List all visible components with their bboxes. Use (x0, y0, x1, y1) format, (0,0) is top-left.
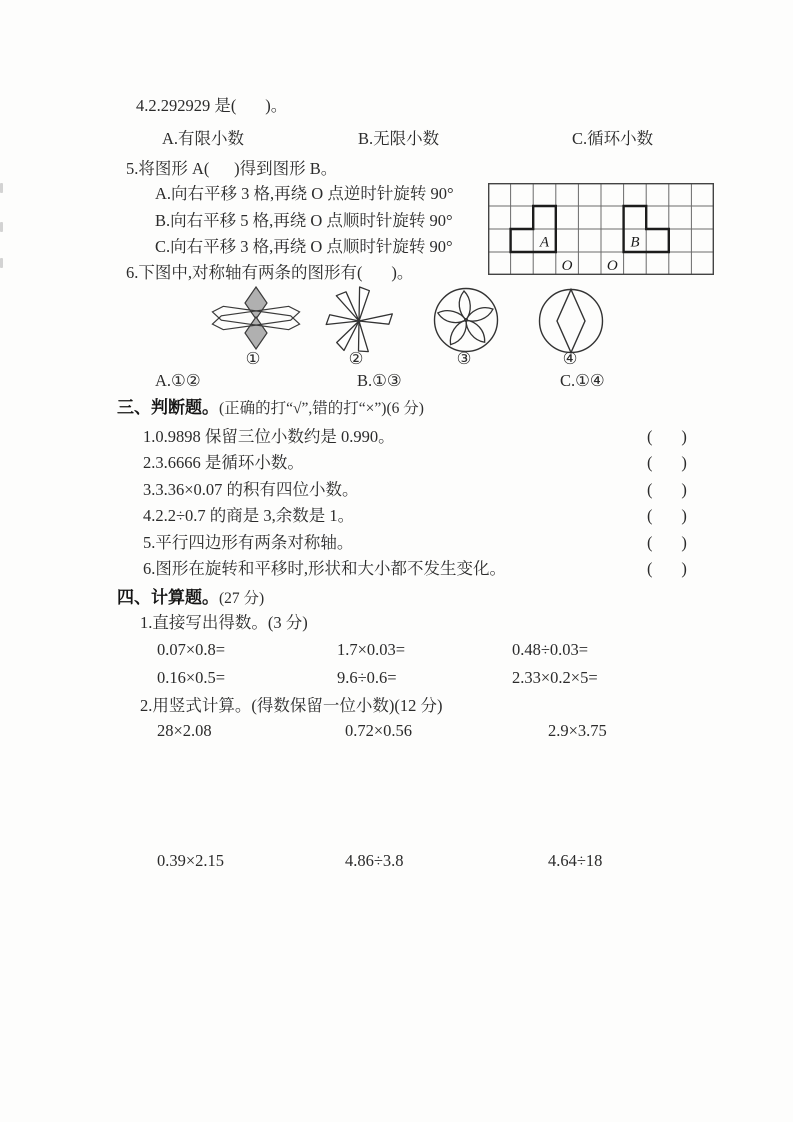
judgment-item-6: 6.图形在旋转和平移时,形状和大小都不发生变化。 (143, 559, 506, 578)
scan-artifact (0, 183, 3, 193)
vertical-calc-problem: 0.39×2.15 (157, 851, 225, 870)
q6-option-c: C.①④ (560, 371, 605, 390)
judgment-answer-blank: ( ) (647, 533, 687, 552)
oral-calc-problem: 1.7×0.03= (337, 640, 406, 659)
vertical-calc-title: 2.用竖式计算。(得数保留一位小数)(12 分) (140, 696, 443, 715)
oral-calc-problem: 0.07×0.8= (157, 640, 226, 659)
oral-calc-problem: 0.48÷0.03= (512, 640, 589, 659)
vertical-calc-problem: 2.9×3.75 (548, 721, 607, 740)
vertical-calc-problem: 4.64÷18 (548, 851, 603, 870)
oral-calc-title: 1.直接写出得数。(3 分) (140, 613, 308, 632)
section-3-header (117, 398, 424, 418)
q6-option-a: A.①② (155, 371, 201, 390)
symmetry-figure-3 (428, 286, 504, 354)
symmetry-figure-1 (210, 286, 302, 350)
q5-option-a: A.向右平移 3 格,再绕 O 点逆时针旋转 90° (155, 184, 454, 203)
section-3-subtitle: (正确的打“√”,错的打“×”)(6 分) (219, 400, 424, 417)
symmetry-figure-4 (534, 287, 608, 355)
oral-calc-problem: 9.6÷0.6= (337, 668, 397, 687)
q5-grid-figure (488, 183, 714, 275)
judgment-item-1: 1.0.9898 保留三位小数约是 0.990。 (143, 427, 395, 446)
figure-3-label: ③ (456, 349, 472, 368)
q4-option-c: C.循环小数 (572, 129, 654, 148)
section-4-subtitle: (27 分) (219, 590, 265, 607)
question-4-stem: 4.2.292929 是( )。 (136, 96, 288, 115)
figure-1-label: ① (245, 349, 261, 368)
vertical-calc-problem: 28×2.08 (157, 721, 212, 740)
q5-option-b: B.向右平移 5 格,再绕 O 点顺时针旋转 90° (155, 211, 453, 230)
judgment-answer-blank: ( ) (647, 506, 687, 525)
section-4-header (117, 588, 264, 608)
q5-option-c: C.向右平移 3 格,再绕 O 点顺时针旋转 90° (155, 237, 453, 256)
judgment-item-3: 3.3.36×0.07 的积有四位小数。 (143, 480, 359, 499)
judgment-answer-blank: ( ) (647, 480, 687, 499)
judgment-item-5: 5.平行四边形有两条对称轴。 (143, 533, 354, 552)
grid-label-o-left: O (561, 258, 573, 274)
judgment-answer-blank: ( ) (647, 427, 687, 446)
section-3-title: 三、判断题。 (117, 398, 219, 417)
judgment-answer-blank: ( ) (647, 559, 687, 578)
oral-calc-problem: 2.33×0.2×5= (512, 668, 598, 687)
q6-option-b: B.①③ (357, 371, 402, 390)
q4-option-a: A.有限小数 (162, 129, 245, 148)
section-4-title: 四、计算题。 (117, 588, 219, 607)
oral-calc-problem: 0.16×0.5= (157, 668, 226, 687)
judgment-item-2: 2.3.6666 是循环小数。 (143, 453, 304, 472)
judgment-item-4: 4.2.2÷0.7 的商是 3,余数是 1。 (143, 506, 355, 525)
figure-4-label: ④ (562, 349, 578, 368)
question-6-stem: 6.下图中,对称轴有两条的图形有( )。 (126, 263, 414, 282)
grid-label-b: B (630, 234, 640, 251)
grid-label-o-right: O (606, 258, 618, 274)
scan-artifact (0, 222, 3, 232)
figure-2-label: ② (348, 349, 364, 368)
q4-option-b: B.无限小数 (358, 129, 440, 148)
question-5-stem: 5.将图形 A( )得到图形 B。 (126, 159, 338, 178)
judgment-answer-blank: ( ) (647, 453, 687, 472)
vertical-calc-problem: 0.72×0.56 (345, 721, 413, 740)
symmetry-figure-2 (318, 283, 404, 355)
scan-artifact (0, 258, 3, 268)
vertical-calc-problem: 4.86÷3.8 (345, 851, 404, 870)
grid-label-a: A (539, 234, 550, 251)
